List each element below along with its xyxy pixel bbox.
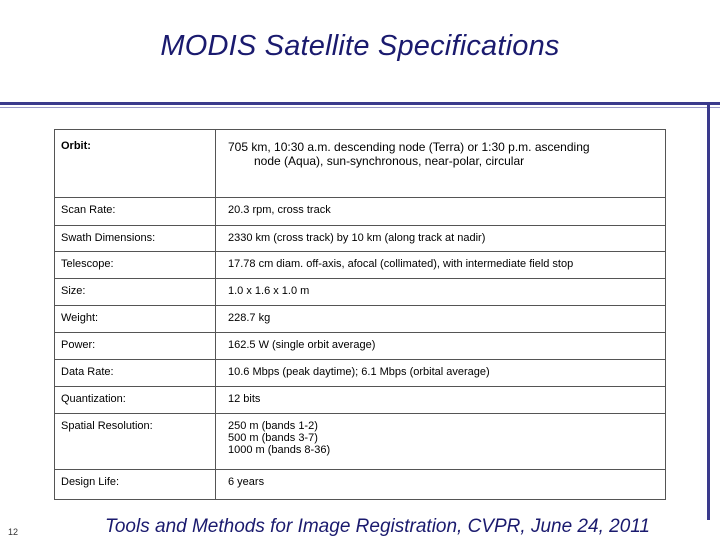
scan-rate-value: 20.3 rpm, cross track <box>228 204 331 216</box>
orbit-value-line1: 705 km, 10:30 a.m. descending node (Terra) or 1:30 p.m. ascending <box>228 140 590 154</box>
spec-label <box>55 226 216 252</box>
spec-value <box>216 414 666 470</box>
header-rule-thin <box>0 107 720 108</box>
spatial-resolution-line3: 1000 m (bands 8-36) <box>228 444 331 456</box>
spec-value <box>216 333 666 360</box>
scan-rate-label: Scan Rate: <box>61 204 116 216</box>
spec-label <box>55 130 216 198</box>
size-value: 1.0 x 1.6 x 1.0 m <box>228 285 310 297</box>
spec-label <box>55 252 216 279</box>
table-row <box>55 387 666 414</box>
spec-value <box>216 387 666 414</box>
spec-value <box>216 252 666 279</box>
table-row <box>55 333 666 360</box>
spec-label <box>55 360 216 387</box>
orbit-value-line2: node (Aqua), sun-synchronous, near-polar, circular <box>254 154 525 168</box>
telescope-value: 17.78 cm diam. off-axis, afocal (collimated), with intermediate field stop <box>228 258 574 270</box>
spec-label <box>55 306 216 333</box>
spec-value <box>216 470 666 500</box>
weight-label: Weight: <box>61 312 99 324</box>
power-label: Power: <box>61 339 96 351</box>
orbit-label: Orbit: <box>61 140 91 152</box>
right-edge-rule <box>707 102 710 520</box>
spec-table <box>54 129 666 500</box>
swath-value: 2330 km (cross track) by 10 km (along track at nadir) <box>228 232 486 244</box>
spec-value <box>216 360 666 387</box>
table-row <box>55 198 666 226</box>
table-row <box>55 414 666 470</box>
page-number: 12 <box>8 527 19 537</box>
spec-value <box>216 279 666 306</box>
spec-value <box>216 226 666 252</box>
spatial-resolution-line2: 500 m (bands 3-7) <box>228 432 318 444</box>
header-rule <box>0 102 720 105</box>
swath-label: Swath Dimensions: <box>61 232 156 244</box>
quantization-value: 12 bits <box>228 393 261 405</box>
table-row <box>55 360 666 387</box>
spec-label <box>55 279 216 306</box>
spec-value <box>216 306 666 333</box>
slide-title: MODIS Satellite Specifications <box>160 30 560 62</box>
spec-value <box>216 198 666 226</box>
weight-value: 228.7 kg <box>228 312 271 324</box>
spatial-resolution-label: Spatial Resolution: <box>61 420 153 432</box>
data-rate-label: Data Rate: <box>61 366 114 378</box>
power-value: 162.5 W (single orbit average) <box>228 339 376 351</box>
telescope-label: Telescope: <box>61 258 114 270</box>
size-label: Size: <box>61 285 86 297</box>
table-row <box>55 226 666 252</box>
spec-label <box>55 470 216 500</box>
spec-label <box>55 198 216 226</box>
table-row <box>55 130 666 198</box>
design-life-label: Design Life: <box>61 476 120 488</box>
spec-label <box>55 387 216 414</box>
design-life-value: 6 years <box>228 476 265 488</box>
table-row <box>55 252 666 279</box>
table-row <box>55 279 666 306</box>
slide-footer: Tools and Methods for Image Registration, CVPR, June 24, 2011 <box>105 516 650 537</box>
spec-label <box>55 333 216 360</box>
table-row <box>55 306 666 333</box>
spatial-resolution-line1: 250 m (bands 1-2) <box>228 420 318 432</box>
spec-value <box>216 130 666 198</box>
table-row <box>55 470 666 500</box>
spec-label <box>55 414 216 470</box>
data-rate-value: 10.6 Mbps (peak daytime); 6.1 Mbps (orbital average) <box>228 366 490 378</box>
quantization-label: Quantization: <box>61 393 126 405</box>
